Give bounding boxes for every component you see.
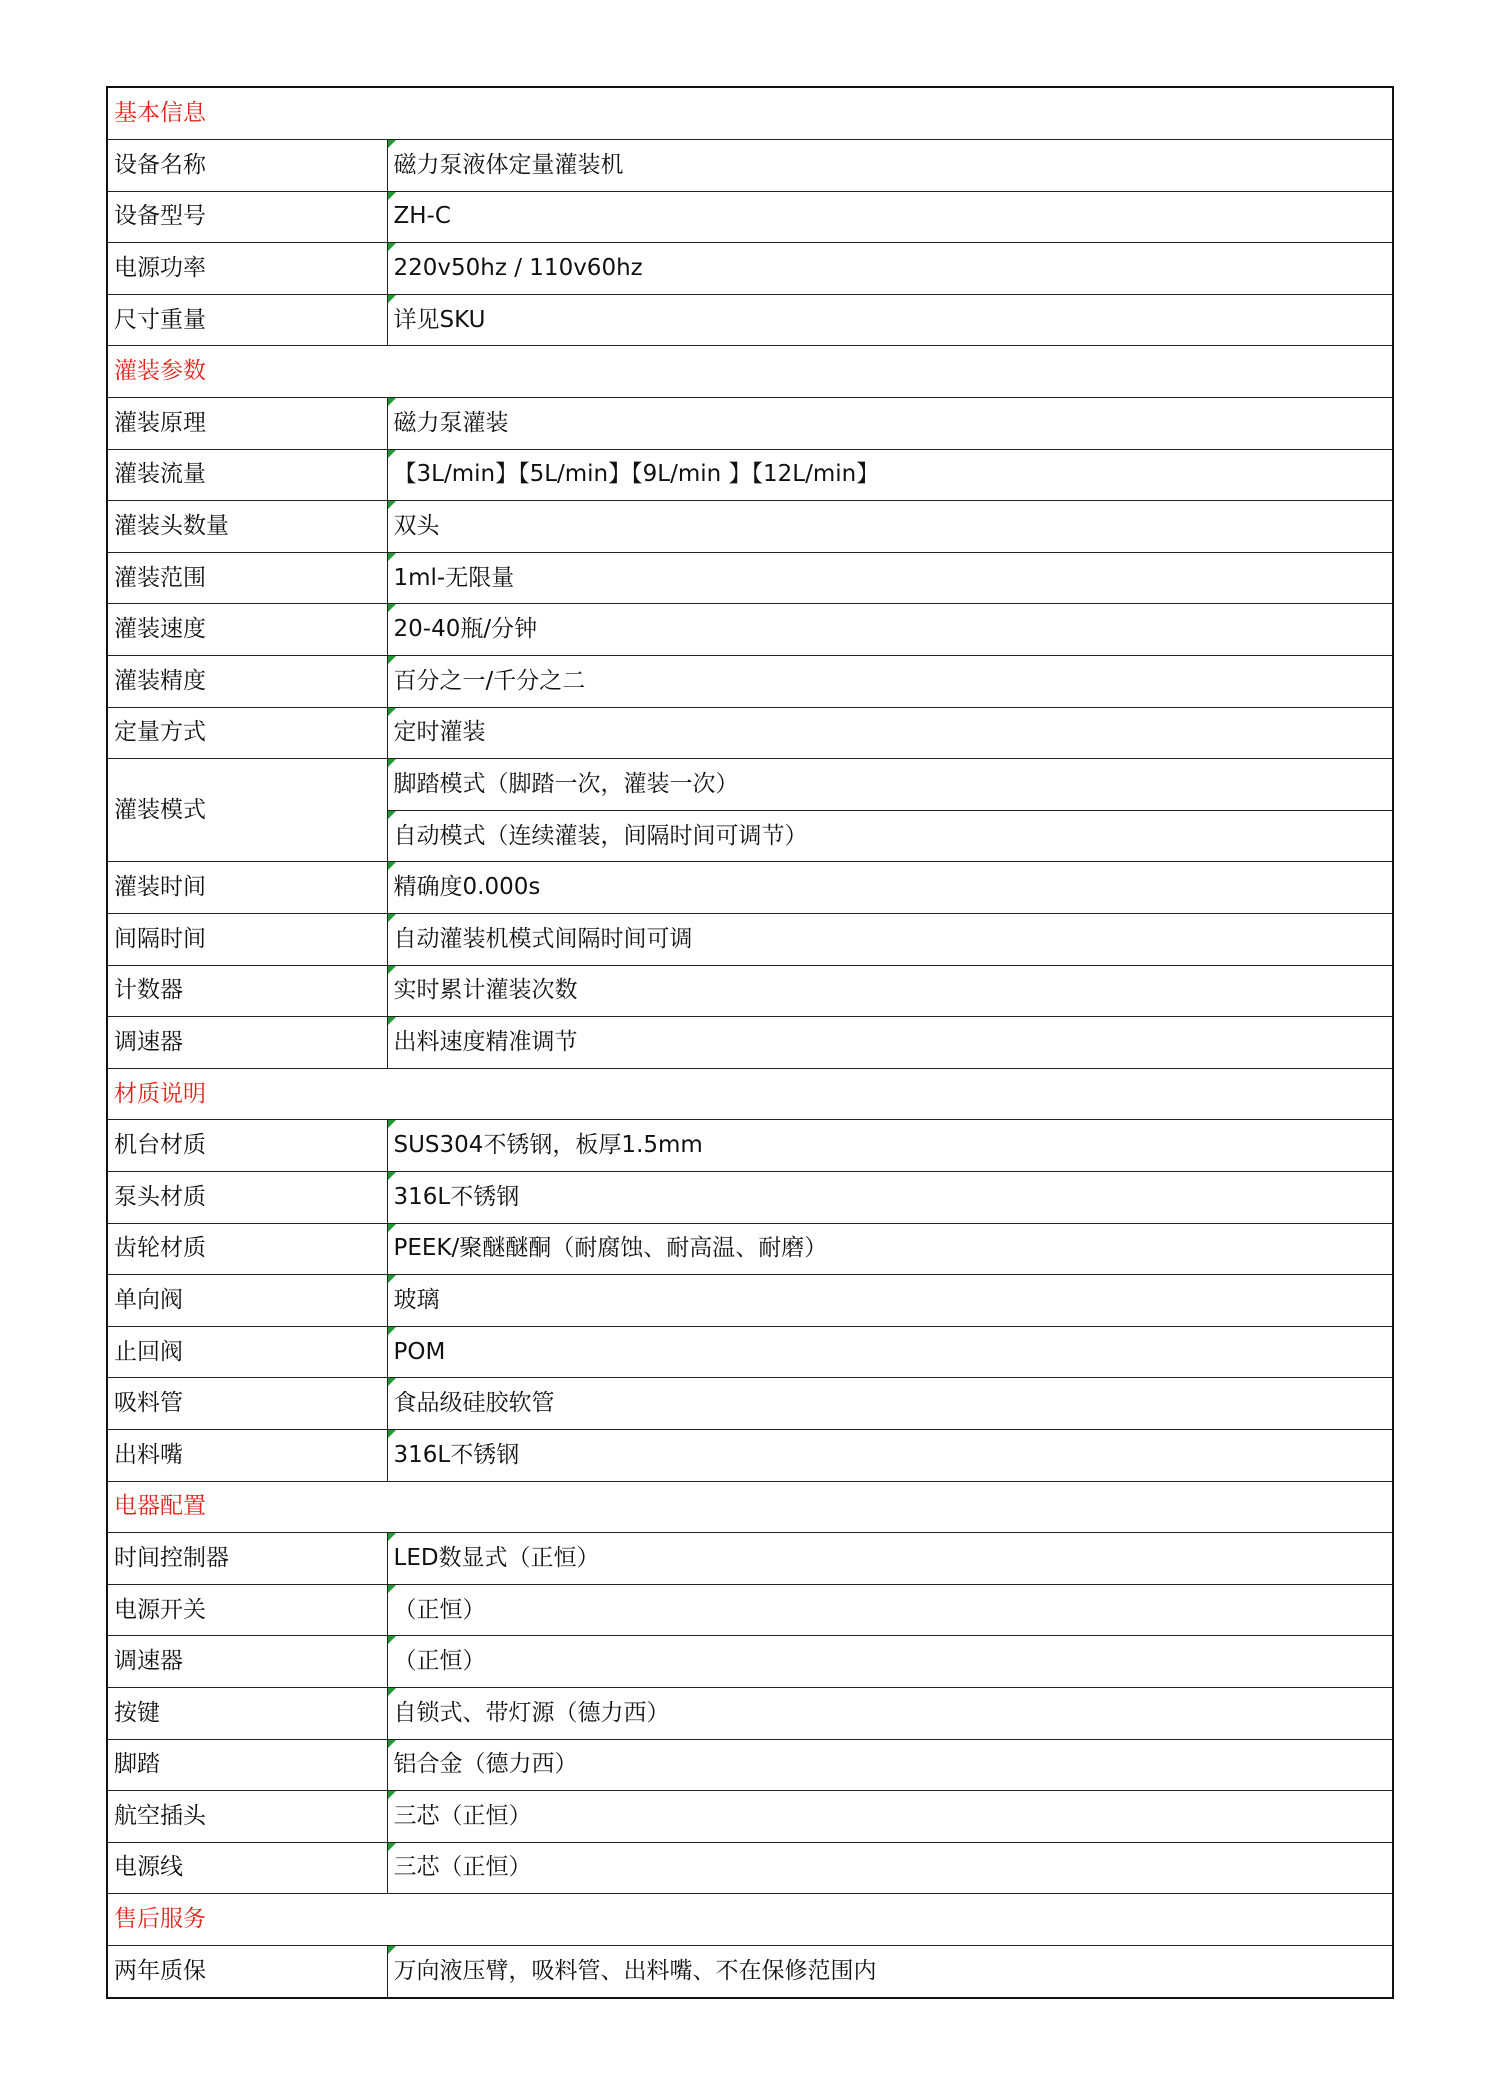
spec-label: 调速器 <box>108 1636 387 1688</box>
spec-row <box>108 965 1392 1017</box>
spec-value: 万向液压臂，吸料管、出料嘴、不在保修范围内 <box>387 1945 1392 1997</box>
spec-row <box>108 1223 1392 1275</box>
spec-value: 三芯（正恒） <box>387 1791 1392 1843</box>
spec-value: 脚踏模式（脚踏一次，灌装一次） <box>387 759 1392 811</box>
spec-row <box>108 1945 1392 1997</box>
spec-row <box>108 294 1392 346</box>
spec-label: 按键 <box>108 1687 387 1739</box>
spec-label: 定量方式 <box>108 707 387 759</box>
spec-label: 航空插头 <box>108 1791 387 1843</box>
spec-label: 止回阀 <box>108 1326 387 1378</box>
spec-row <box>108 656 1392 708</box>
spec-row <box>108 914 1392 966</box>
spec-value: 磁力泵灌装 <box>387 398 1392 450</box>
section-title: 灌装参数 <box>108 346 1392 398</box>
spec-value: 自锁式、带灯源（德力西） <box>387 1687 1392 1739</box>
spec-label: 设备名称 <box>108 140 387 192</box>
spec-label: 泵头材质 <box>108 1171 387 1223</box>
spec-row <box>108 1533 1392 1585</box>
spec-value: 自动模式（连续灌装，间隔时间可调节） <box>387 810 1392 862</box>
spec-value: 玻璃 <box>387 1275 1392 1327</box>
spec-value: 双头 <box>387 501 1392 553</box>
spec-row <box>108 140 1392 192</box>
spec-value: 磁力泵液体定量灌装机 <box>387 140 1392 192</box>
spec-row <box>108 1378 1392 1430</box>
spec-row <box>108 1171 1392 1223</box>
spec-row <box>108 1120 1392 1172</box>
spec-label: 机台材质 <box>108 1120 387 1172</box>
spec-row <box>108 1739 1392 1791</box>
spec-row <box>108 862 1392 914</box>
spec-value: （正恒） <box>387 1584 1392 1636</box>
spec-label: 齿轮材质 <box>108 1223 387 1275</box>
spec-row <box>108 759 1392 811</box>
spec-value: PEEK/聚醚醚酮（耐腐蚀、耐高温、耐磨） <box>387 1223 1392 1275</box>
spec-value: 220v50hz / 110v60hz <box>387 243 1392 295</box>
spec-sheet <box>106 86 1394 1999</box>
spec-value: 316L不锈钢 <box>387 1171 1392 1223</box>
spec-label: 吸料管 <box>108 1378 387 1430</box>
spec-row <box>108 707 1392 759</box>
spec-row <box>108 1017 1392 1069</box>
spec-value: LED数显式（正恒） <box>387 1533 1392 1585</box>
spec-row <box>108 243 1392 295</box>
spec-value: 定时灌装 <box>387 707 1392 759</box>
spec-value: 316L不锈钢 <box>387 1429 1392 1481</box>
spec-value: 三芯（正恒） <box>387 1842 1392 1894</box>
spec-label: 电源线 <box>108 1842 387 1894</box>
spec-row <box>108 1687 1392 1739</box>
section-title: 材质说明 <box>108 1068 1392 1120</box>
spec-value: 精确度0.000s <box>387 862 1392 914</box>
spec-label: 计数器 <box>108 965 387 1017</box>
spec-label: 灌装范围 <box>108 552 387 604</box>
spec-value: 百分之一/千分之二 <box>387 656 1392 708</box>
spec-row <box>108 449 1392 501</box>
spec-row <box>108 1584 1392 1636</box>
spec-label: 出料嘴 <box>108 1429 387 1481</box>
spec-value: 自动灌装机模式间隔时间可调 <box>387 914 1392 966</box>
section-header-row <box>108 1481 1392 1533</box>
spec-label: 电源功率 <box>108 243 387 295</box>
spec-row <box>108 1791 1392 1843</box>
spec-value: （正恒） <box>387 1636 1392 1688</box>
spec-label: 间隔时间 <box>108 914 387 966</box>
spec-label: 时间控制器 <box>108 1533 387 1585</box>
spec-value: 1ml-无限量 <box>387 552 1392 604</box>
spec-value: 详见SKU <box>387 294 1392 346</box>
spec-label: 灌装时间 <box>108 862 387 914</box>
spec-label: 灌装模式 <box>108 759 387 862</box>
section-title: 基本信息 <box>108 88 1392 140</box>
section-header-row <box>108 1068 1392 1120</box>
spec-value: 出料速度精准调节 <box>387 1017 1392 1069</box>
spec-label: 灌装头数量 <box>108 501 387 553</box>
spec-row <box>108 604 1392 656</box>
spec-value: 【3L/min】【5L/min】【9L/min 】【12L/min】 <box>387 449 1392 501</box>
spec-value: ZH-C <box>387 191 1392 243</box>
spec-label: 脚踏 <box>108 1739 387 1791</box>
section-header-row <box>108 1894 1392 1946</box>
section-title: 电器配置 <box>108 1481 1392 1533</box>
spec-value: 食品级硅胶软管 <box>387 1378 1392 1430</box>
spec-label: 两年质保 <box>108 1945 387 1997</box>
spec-label: 灌装精度 <box>108 656 387 708</box>
spec-row <box>108 501 1392 553</box>
spec-row <box>108 1326 1392 1378</box>
spec-row <box>108 1636 1392 1688</box>
section-header-row <box>108 88 1392 140</box>
spec-label: 灌装流量 <box>108 449 387 501</box>
spec-row <box>108 191 1392 243</box>
spec-row <box>108 1429 1392 1481</box>
spec-label: 灌装速度 <box>108 604 387 656</box>
spec-label: 尺寸重量 <box>108 294 387 346</box>
spec-row <box>108 398 1392 450</box>
spec-value: 铝合金（德力西） <box>387 1739 1392 1791</box>
spec-value: 20-40瓶/分钟 <box>387 604 1392 656</box>
spec-value: 实时累计灌装次数 <box>387 965 1392 1017</box>
spec-value: POM <box>387 1326 1392 1378</box>
spec-label: 设备型号 <box>108 191 387 243</box>
spec-row <box>108 1275 1392 1327</box>
spec-label: 单向阀 <box>108 1275 387 1327</box>
section-title: 售后服务 <box>108 1894 1392 1946</box>
spec-table <box>108 88 1392 1997</box>
section-header-row <box>108 346 1392 398</box>
spec-row <box>108 552 1392 604</box>
spec-label: 电源开关 <box>108 1584 387 1636</box>
spec-row <box>108 1842 1392 1894</box>
spec-label: 灌装原理 <box>108 398 387 450</box>
spec-label: 调速器 <box>108 1017 387 1069</box>
spec-value: SUS304不锈钢，板厚1.5mm <box>387 1120 1392 1172</box>
